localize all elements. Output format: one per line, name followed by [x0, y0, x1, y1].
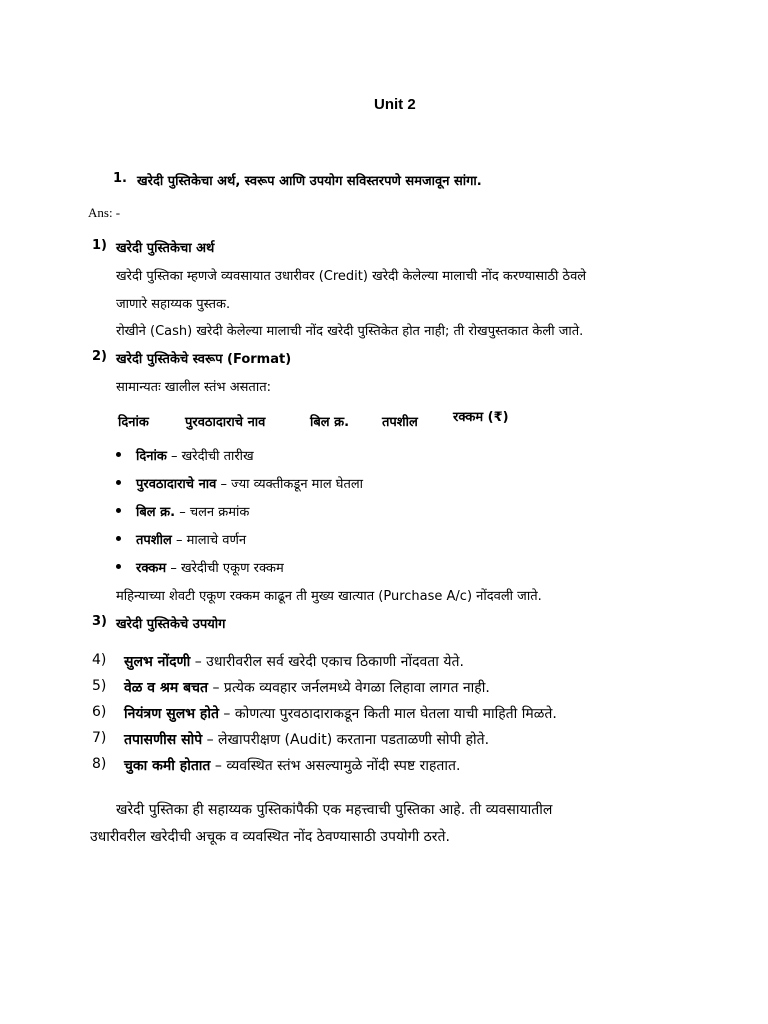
- bullet-icon: [116, 536, 121, 541]
- use-item-number: 8): [92, 756, 107, 772]
- section-1-line: जाणारे सहाय्यक पुस्तक.: [116, 297, 231, 312]
- answer-label: Ans: -: [88, 205, 121, 220]
- section-1-number: 1): [92, 238, 107, 253]
- question-text: खरेदी पुस्तिकेचा अर्थ, स्वरूप आणि उपयोग सविस्तरपणे समजावून सांगा.: [137, 174, 482, 189]
- column-header: रक्कम (₹): [453, 410, 509, 425]
- column-header: दिनांक: [118, 415, 149, 430]
- section-2-closing: महिन्याच्या शेवटी एकूण रक्कम काढून ती मुख्य खात्यात (Purchase A/c) नोंदवली जाते.: [116, 589, 542, 604]
- bullet-term: दिनांक: [136, 449, 167, 464]
- use-item-term: सुलभ नोंदणी: [124, 654, 191, 670]
- section-3-heading: खरेदी पुस्तिकेचे उपयोग: [116, 617, 226, 632]
- use-item-desc: – उधारीवरील सर्व खरेदी एकाच ठिकाणी नोंदवता येते.: [194, 654, 464, 670]
- use-item-term: चुका कमी होतात: [124, 758, 211, 774]
- bullet-icon: [116, 452, 121, 457]
- bullet-icon: [116, 480, 121, 485]
- section-2-number: 2): [92, 349, 107, 364]
- conclusion-line: उधारीवरील खरेदीची अचूक व व्यवस्थित नोंद ठेवण्यासाठी उपयोगी ठरते.: [90, 829, 450, 845]
- use-item-term: वेळ व श्रम बचत: [124, 680, 208, 696]
- question-number: 1.: [113, 171, 127, 186]
- use-item: [124, 678, 490, 697]
- bullet-term: बिल क्र.: [136, 505, 176, 520]
- use-item-desc: – व्यवस्थित स्तंभ असल्यामुळे नोंदी स्पष्ट राहतात.: [214, 758, 461, 774]
- conclusion-line: खरेदी पुस्तिका ही सहाय्यक पुस्तिकांपैकी एक महत्त्वाची पुस्तिका आहे. ती व्यवसायातील: [116, 802, 553, 818]
- section-3-number: 3): [92, 614, 107, 629]
- use-item: [124, 756, 460, 775]
- bullet-icon: [116, 508, 121, 513]
- use-item-number: 6): [92, 704, 107, 720]
- use-item-term: नियंत्रण सुलभ होते: [124, 706, 219, 722]
- bullet-desc: – मालाचे वर्णन: [175, 533, 247, 548]
- bullet-item: [136, 558, 284, 576]
- bullet-desc: – ज्या व्यक्तीकडून माल घेतला: [220, 477, 364, 492]
- bullet-term: पुरवठादाराचे नाव: [136, 477, 217, 492]
- use-item-desc: – लेखापरीक्षण (Audit) करताना पडताळणी सोपी होते.: [206, 732, 490, 748]
- use-item-desc: – कोणत्या पुरवठादाराकडून किती माल घेतला याची माहिती मिळते.: [223, 706, 557, 722]
- use-item: [124, 730, 489, 749]
- use-item: [124, 652, 464, 671]
- section-1-line: रोखीने (Cash) खरेदी केलेल्या मालाची नोंद खरेदी पुस्तिकेत होत नाही; ती रोखपुस्तकात केली जाते.: [116, 324, 584, 339]
- bullet-desc: – चलन क्रमांक: [179, 505, 250, 520]
- page-title: Unit 2: [374, 96, 416, 113]
- section-1-line: खरेदी पुस्तिका म्हणजे व्यवसायात उधारीवर (Credit) खरेदी केलेल्या मालाची नोंद करण्यासाठी ठेवले: [116, 269, 587, 284]
- use-item-desc: – प्रत्येक व्यवहार जर्नलमध्ये वेगळा लिहावा लागत नाही.: [212, 680, 490, 696]
- bullet-term: रक्कम: [136, 561, 167, 576]
- column-header: पुरवठादाराचे नाव: [185, 415, 266, 430]
- bullet-icon: [116, 564, 121, 569]
- bullet-desc: – खरेदीची तारीख: [170, 449, 254, 464]
- use-item: [124, 704, 557, 723]
- section-1-heading: खरेदी पुस्तिकेचा अर्थ: [116, 241, 215, 256]
- column-header: बिल क्र.: [310, 415, 350, 430]
- column-header: तपशील: [382, 415, 418, 430]
- section-2-intro: सामान्यतः खालील स्तंभ असतात:: [116, 380, 271, 395]
- use-item-number: 7): [92, 730, 107, 746]
- bullet-item: [136, 530, 246, 548]
- bullet-desc: – खरेदीची एकूण रक्कम: [170, 561, 284, 576]
- bullet-item: [136, 474, 363, 492]
- use-item-number: 5): [92, 678, 107, 694]
- section-2-heading: खरेदी पुस्तिकेचे स्वरूप (Format): [116, 352, 292, 367]
- bullet-item: [136, 502, 249, 520]
- use-item-number: 4): [92, 652, 107, 668]
- use-item-term: तपासणीस सोपे: [124, 732, 203, 748]
- bullet-term: तपशील: [136, 533, 172, 548]
- bullet-item: [136, 446, 254, 464]
